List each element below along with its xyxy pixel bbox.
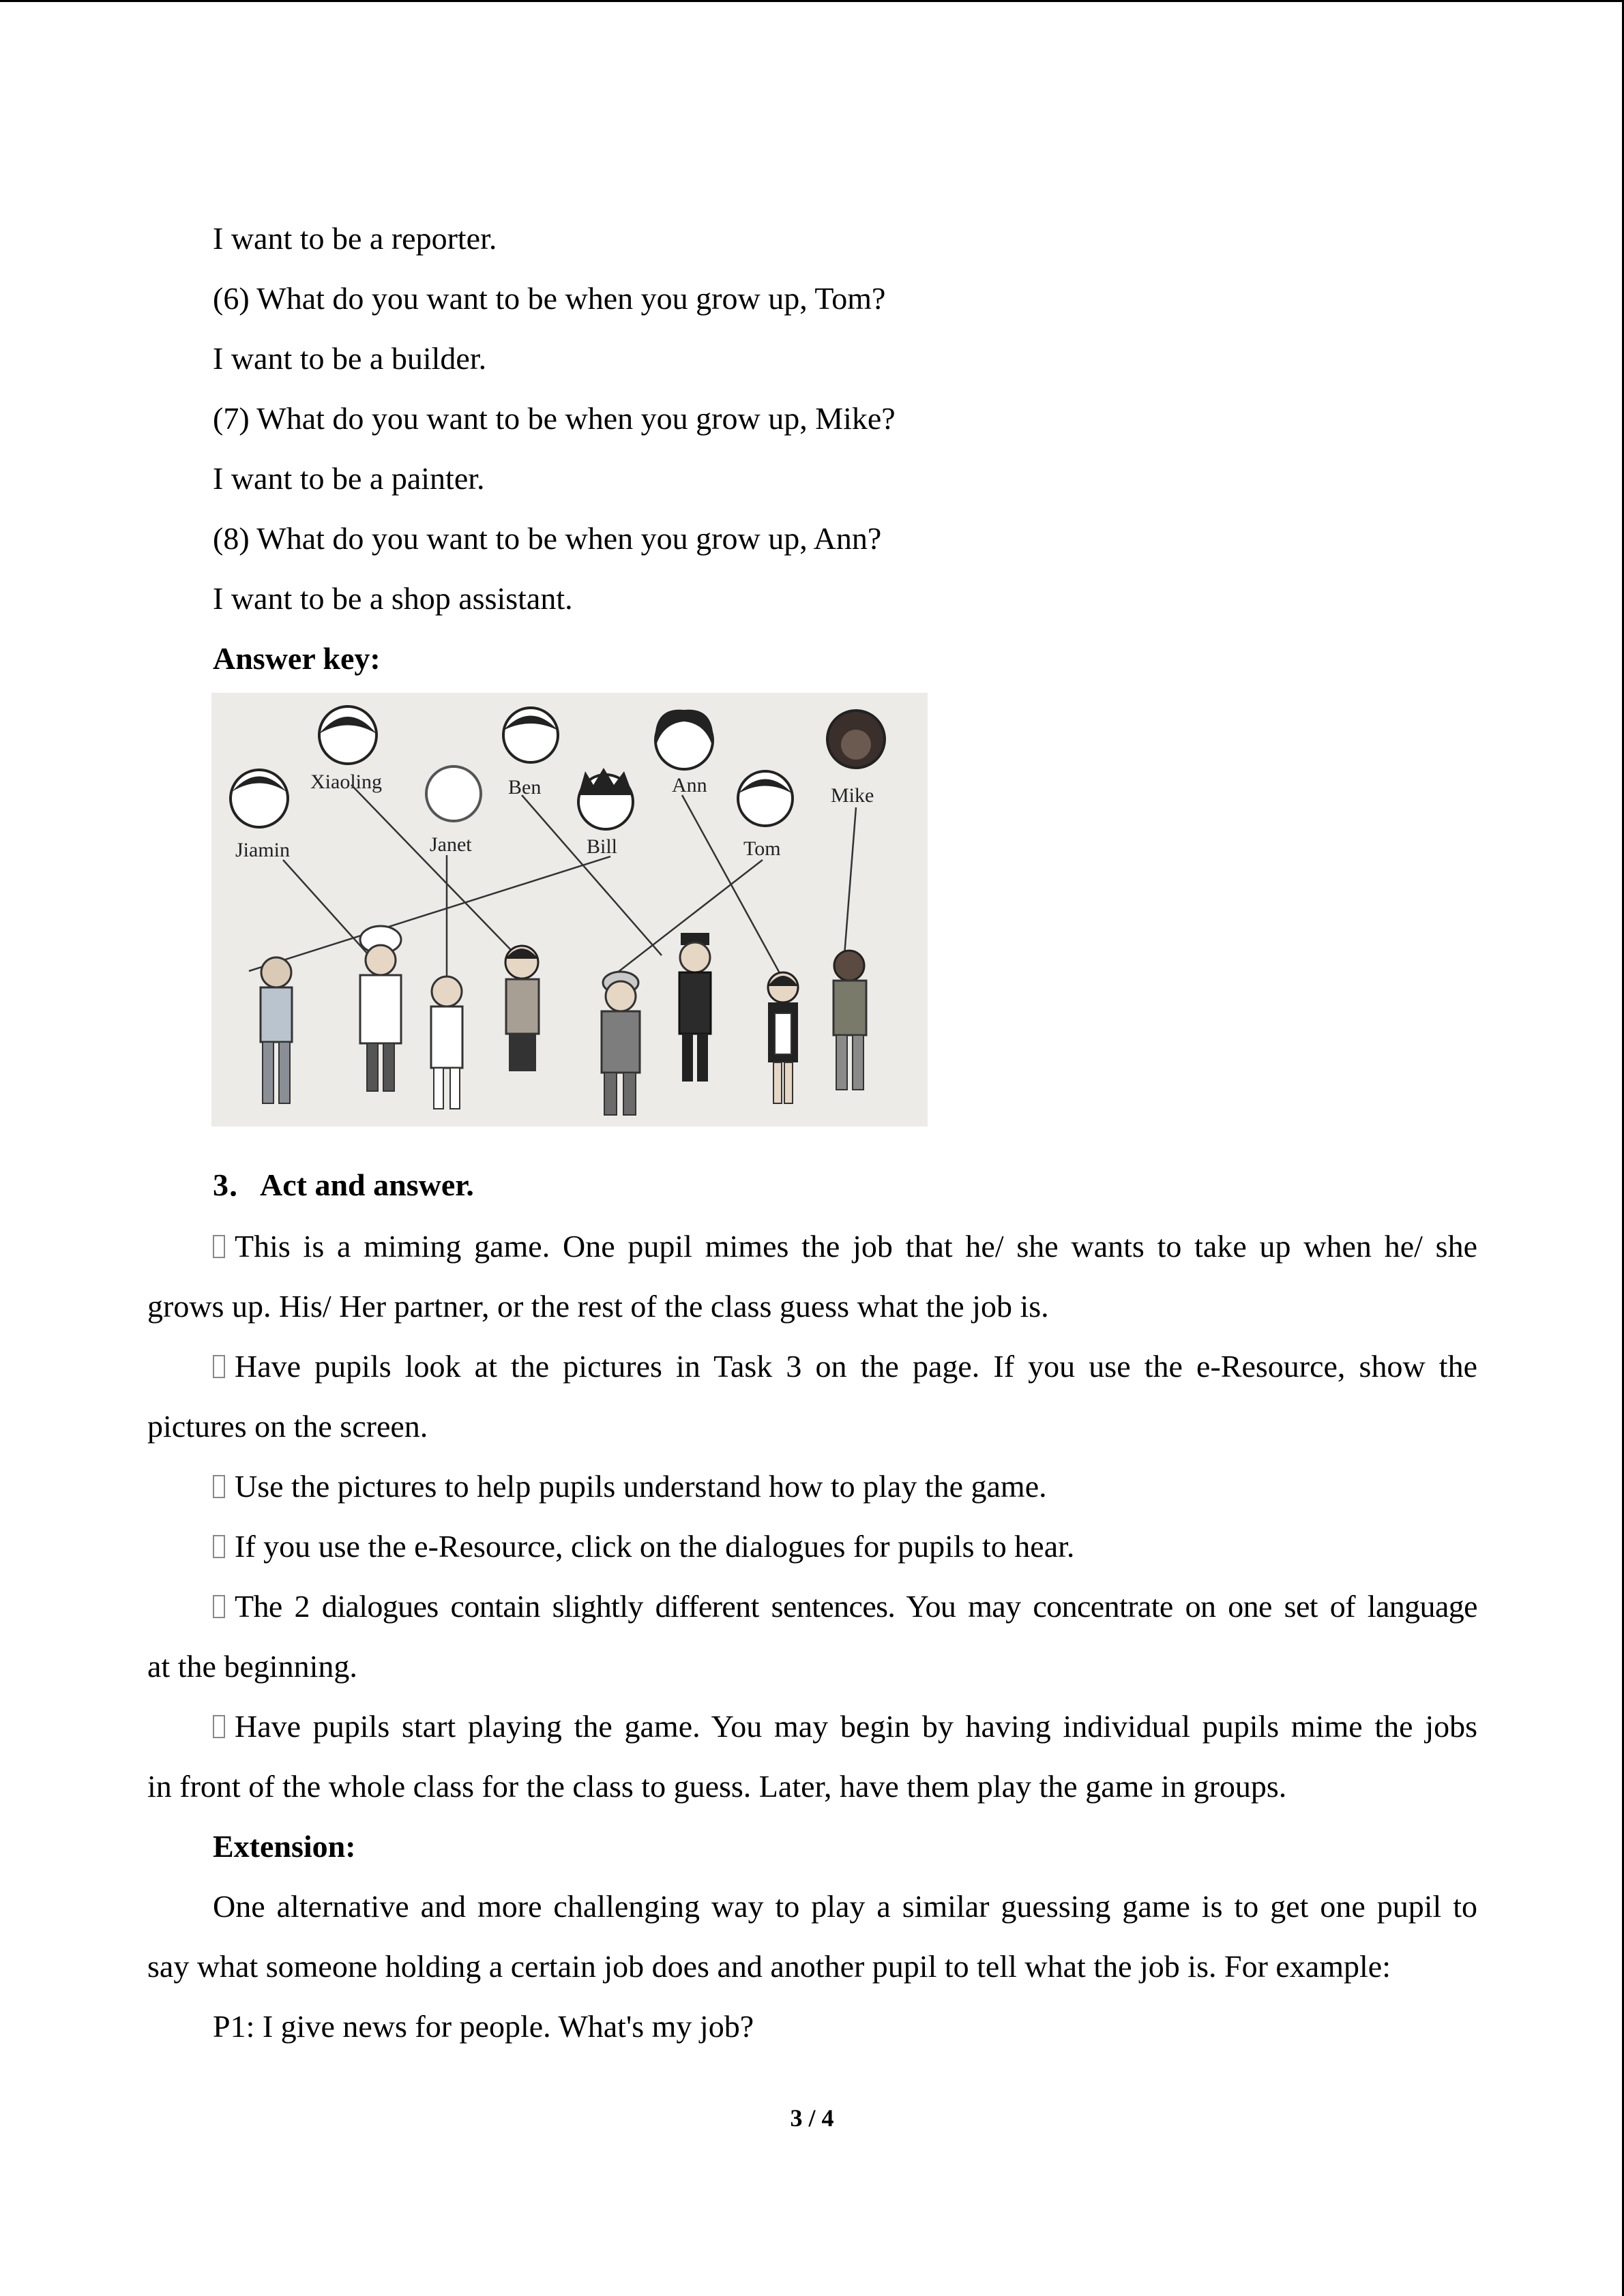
name-label-xiaoling: Xiaoling [310, 771, 382, 793]
section-3-heading: 3．Act and answer. [213, 1167, 474, 1202]
bullet-square-icon [213, 1595, 225, 1618]
paragraph-text: If you use the e-Resource, click on the dialogues for pupils to hear. [235, 1529, 1075, 1564]
text-line: (7) What do you want to be when you grow up, Mike? [213, 401, 896, 436]
paragraph-line: pictures on the screen. [147, 1409, 428, 1444]
paragraph-line: at the beginning. [147, 1649, 357, 1684]
bullet-square-icon [213, 1475, 225, 1498]
page-top-border [0, 0, 1624, 2]
name-label-janet: Janet [430, 833, 472, 856]
name-label-ann: Ann [672, 774, 707, 796]
kid-head-bill [578, 768, 633, 829]
name-label-mike: Mike [831, 784, 874, 807]
bullet-square-icon [213, 1715, 225, 1738]
bullet-square-icon [213, 1535, 225, 1558]
paragraph-line [213, 1467, 1047, 1506]
paragraph-line: P1: I give news for people. What's my job? [213, 2009, 754, 2044]
kid-head-ben [503, 708, 558, 762]
text-line: I want to be a painter. [213, 461, 485, 496]
kid-head-tom [738, 771, 793, 826]
figure-shop-assistant [768, 972, 798, 1103]
extension-heading: Extension: [213, 1829, 356, 1864]
kid-head-jiamin [231, 770, 288, 827]
paragraph-line [213, 1527, 1074, 1566]
text-line: (8) What do you want to be when you grow up, Ann? [213, 521, 882, 556]
answer-key-heading: Answer key: [213, 641, 381, 676]
kid-head-ann [655, 710, 713, 769]
answer-key-figure [211, 693, 928, 1127]
text-line: I want to be a builder. [213, 341, 487, 376]
bullet-square-icon [213, 1235, 225, 1258]
kid-head-xiaoling [319, 706, 377, 764]
paragraph-text: Have pupils look at the pictures in Task 3 on the page. If you use the e-Resource, show the [235, 1349, 1477, 1384]
kid-head-mike [827, 711, 885, 768]
kid-head-janet [426, 766, 481, 821]
paragraph-text: The 2 dialogues contain slightly different sentences. You may concentrate on one set of language [235, 1589, 1477, 1624]
paragraph-text: Use the pictures to help pupils understand how to play the game. [235, 1469, 1047, 1504]
paragraph-line [213, 1227, 1477, 1266]
paragraph-line: in front of the whole class for the class to guess. Later, have them play the game in groups. [147, 1769, 1287, 1804]
matching-illustration [211, 693, 928, 1127]
paragraph-line [213, 1347, 1477, 1386]
figure-doctor [431, 976, 462, 1109]
name-label-ben: Ben [508, 776, 542, 799]
figure-postman [833, 951, 866, 1090]
paragraph-line: say what someone holding a certain job does and another pupil to tell what the job is. For example: [147, 1949, 1391, 1984]
paragraph-line [213, 1587, 1477, 1626]
paragraph-text: This is a miming game. One pupil mimes the job that he/ she wants to take up when he/ she [235, 1229, 1477, 1264]
figure-reporter [505, 946, 539, 1071]
text-line: (6) What do you want to be when you grow up, Tom? [213, 281, 886, 316]
name-label-bill: Bill [587, 835, 618, 858]
figure-painter [261, 957, 292, 1103]
paragraph-text: Have pupils start playing the game. You may begin by having individual pupils mime the jobs [235, 1709, 1477, 1744]
bullet-square-icon [213, 1355, 225, 1378]
figure-policeman [679, 933, 711, 1082]
text-line: I want to be a shop assistant. [213, 581, 573, 616]
paragraph-line: grows up. His/ Her partner, or the rest of the class guess what the job is. [147, 1289, 1049, 1324]
paragraph-line [213, 1708, 1477, 1746]
paragraph-line: One alternative and more challenging way to play a similar guessing game is to get one pupil to [213, 1889, 1477, 1924]
name-label-tom: Tom [743, 837, 781, 860]
text-line: I want to be a reporter. [213, 221, 497, 256]
figure-builder [602, 972, 640, 1115]
page-number: 3 / 4 [790, 2104, 834, 2132]
figure-cook [360, 926, 401, 1091]
name-label-jiamin: Jiamin [235, 839, 290, 861]
